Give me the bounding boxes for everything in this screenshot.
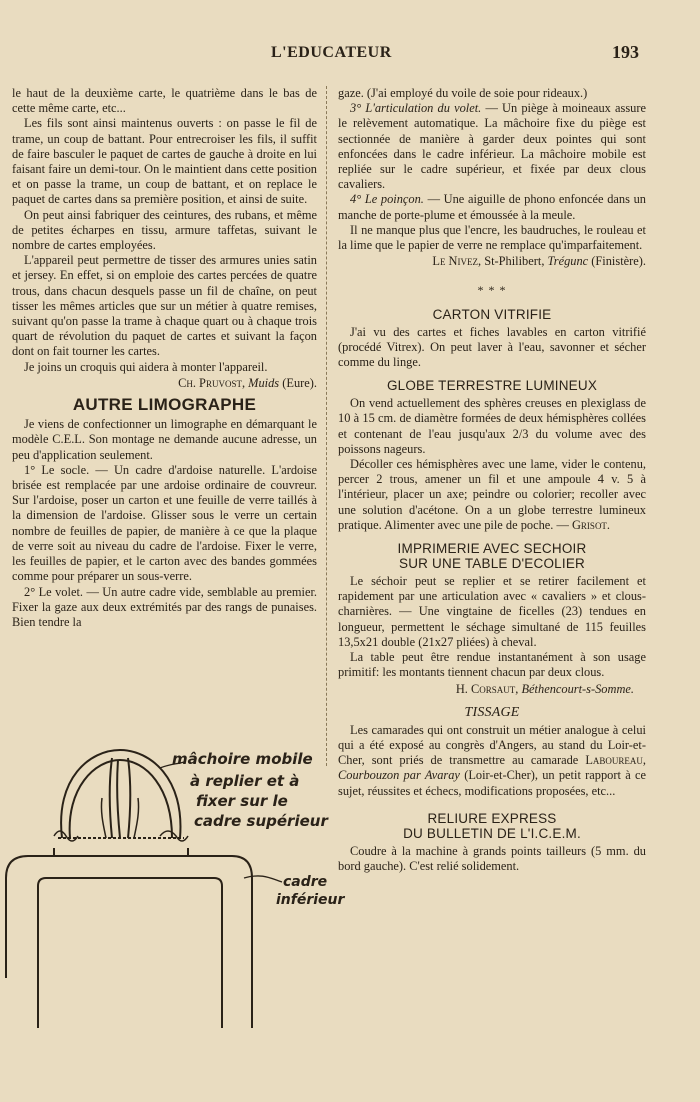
paragraph (338, 723, 646, 799)
author-dept: (Finistère). (591, 254, 646, 269)
section-title: TISSAGE (464, 704, 520, 720)
author-place: Muids (248, 375, 280, 390)
section-title-line: IMPRIMERIE AVEC SECHOIR (397, 541, 587, 557)
drawing-label: cadre supérieur (194, 812, 328, 830)
author-town: Trégunc (547, 254, 589, 269)
item-lead: 3° L'articulation du volet. (350, 101, 482, 116)
section-separator: * * * (477, 283, 507, 298)
author-name: Le Nivez, (432, 254, 482, 269)
section-title: CARTON VITRIFIE (432, 306, 552, 322)
contact-name: Laboureau, (585, 753, 646, 768)
paragraph: Je viens de confectionner un limographe en démarquant le modèle C.E.L. Son montage ne demande aucune adresse, un peu d'application seulement. (12, 417, 317, 462)
paragraph: La table peut être rendue instantanément à son usage primitif: les montants tiennent chacun par deux clous. (338, 650, 646, 680)
paragraph: Le séchoir peut se replier et se retirer facilement et rapidement par une articulation avec « cavaliers » et clous-charnières. — Une vingtaine de ficelles (23) tendues en longueur, permettent le séchage simultané de 115 feuilles 13,5x21 double (21x27 pliées) à cheval. (338, 574, 646, 649)
signature (338, 254, 646, 269)
paragraph: Coudre à la machine à grands points tailleurs (5 mm. du bord gauche). C'est relié solidement. (338, 843, 646, 873)
signature (12, 376, 317, 391)
paragraph (12, 463, 317, 585)
item-text: — Un autre cadre vide, semblable au premier. Fixer la gaze aux deux extrémités par des rangs de punaises. Bien tendre la (12, 584, 317, 629)
sketch-diagram (0, 738, 345, 1028)
item-lead: 1° Le socle. (24, 462, 90, 477)
drawing-label: à replier et à (190, 772, 300, 790)
author-name: Ch. Pruvost, (178, 375, 246, 390)
drawing-label: fixer sur le (196, 792, 288, 810)
author-place: Béthencourt-s-Somme. (521, 681, 634, 696)
section-title (338, 811, 646, 841)
item-text: — Un piège à moineaux assure le relèvement automatique. La mâchoire fixe du piège est sectionnée de manière à garder deux pointes qui sont enfoncées dans le cadre inférieur. La mâchoire mobile est repliée sur le cadre supérieur, et fixée par deux clous cavaliers. (338, 101, 646, 192)
paragraph-text: (Loir-et-Cher), un petit rapport à ce sujet, réussites et échecs, modifications proposées, etc... (338, 768, 646, 798)
paragraph (12, 585, 317, 631)
item-lead: 2° Le volet. (24, 584, 83, 599)
section-title: GLOBE TERRESTRE LUMINEUX (386, 378, 598, 394)
item-lead: 4° Le poinçon. (350, 192, 424, 207)
drawing-label: mâchoire mobile (172, 750, 313, 768)
author-dept: (Eure). (282, 375, 317, 390)
paragraph: On vend actuellement des sphères creuses en plexiglass de 10 à 15 cm. de diamètre formées de deux hémisphères collées et contenant de l'eau jusqu'aux 2/3 du volume avec des poissons nageurs. (338, 396, 646, 456)
paragraph: On peut ainsi fabriquer des ceintures, des rubans, et même de petites écharpes en tissu, armure taffetas, suivant le nombre de cartes employées. (12, 207, 317, 253)
paragraph: J'ai vu des cartes et fiches lavables en carton vitrifié (procédé Vitrex). On peut laver à l'eau, savonner et sécher comme du linge. (338, 324, 646, 370)
contact-place: Courbouzon par Avaray (338, 768, 460, 783)
paragraph: gaze. (J'ai employé du voile de soie pour rideaux.) (338, 86, 588, 100)
section-title: AUTRE LIMOGRAPHE (72, 395, 257, 415)
page-number: 193 (612, 42, 639, 62)
paragraph: Les fils sont ainsi maintenus ouverts : on passe le fil de trame, un coup de battant. Pour entrecroiser les fils, il suffit de faire basculer le paquet de cartes de gauche à droite en lui faisant faire un demi-tour. On le maintient dans cette position et on passe la trame, un coup de battant, et on replace le paquet de cartes dans sa première position, et ainsi de suite. (12, 116, 317, 207)
item-text: — Une aiguille de phono enfoncée dans un manche de porte-plume et émoussée à la meule. (338, 192, 646, 222)
mobile-jaw-sketch (54, 750, 188, 841)
left-column (12, 86, 317, 630)
section-title (338, 541, 646, 571)
section-title-line: DU BULLETIN DE L'I.C.E.M. (403, 825, 581, 841)
drawing-label: inférieur (276, 892, 345, 908)
drawing-label: cadre (283, 874, 328, 890)
paragraph: L'appareil peut permettre de tisser des armures unies satin et jersey. En effet, si on emploie des cartes percées de quatre trous, dans chacun desquels passe un fil de chaîne, on peut tisser les mêmes articles que sur un métier à quatre remises, suivant qu'on passe la trame à chaque quart ou à chaque trois quart de révolution du paquet de cartes et suivant la façon dont on fait tourner les cartes. (12, 253, 317, 359)
column-divider (326, 86, 328, 766)
section-title-line: RELIURE EXPRESS (427, 810, 557, 826)
paragraph (338, 101, 646, 192)
paragraph (338, 457, 646, 533)
paragraph: le haut de la deuxième carte, le quatrième dans le bas de cette même carte, etc... (12, 86, 317, 116)
author-place: St-Philibert, (484, 254, 545, 269)
paragraph: Je joins un croquis qui aidera à monter l'appareil. (24, 359, 268, 374)
sketch-labels (172, 750, 346, 908)
signature (338, 682, 646, 697)
paragraph (338, 192, 646, 222)
author-name: H. Corsaut, (455, 681, 519, 696)
item-text: — Un cadre d'ardoise naturelle. L'ardoise brisée est remplacée par une ardoise ordinaire de couvreur. Sur l'ardoise, poser un carton et une feuille de verre taillés à la dimension de l'ardoise. Glisser sous le verre un certain nombre de feuilles de papier, de manière à ce que la plaque de verre soit au niveau du cadre de l'ardoise. Fixer le verre, les feuilles de papier, et le carton avec des bandes gommées comme pour préparer un sous-verre. (12, 462, 317, 584)
paragraph: Il ne manque plus que l'encre, les baudruches, le rouleau et la lime que le papier de verre ne remplace qu'imparfaitement. (338, 222, 646, 253)
paragraph-text: Décoller ces hémisphères avec une lame, vider le contenu, percer 2 trous, amener un fil et une ampoule 4 v. 5 à l'intérieur, placer un axe; peindre ou colorier; recoller avec une solution d'acétone. On a un globe terrestre lumineux pratique. Alimenter avec une pile de poche. — (338, 457, 646, 532)
journal-title: L'EDUCATEUR (271, 44, 392, 61)
paragraph-text: Les camarades qui ont construit un métier analogue à celui qui a été exposé au congrès d'Angers, au stand du Loir-et-Cher, sont priés de transmettre au camarade (338, 722, 646, 768)
section-title-line: SUR UNE TABLE D'ECOLIER (399, 556, 585, 572)
page-header (0, 40, 700, 66)
right-column (338, 86, 646, 874)
author-name: Grisot. (571, 517, 611, 532)
